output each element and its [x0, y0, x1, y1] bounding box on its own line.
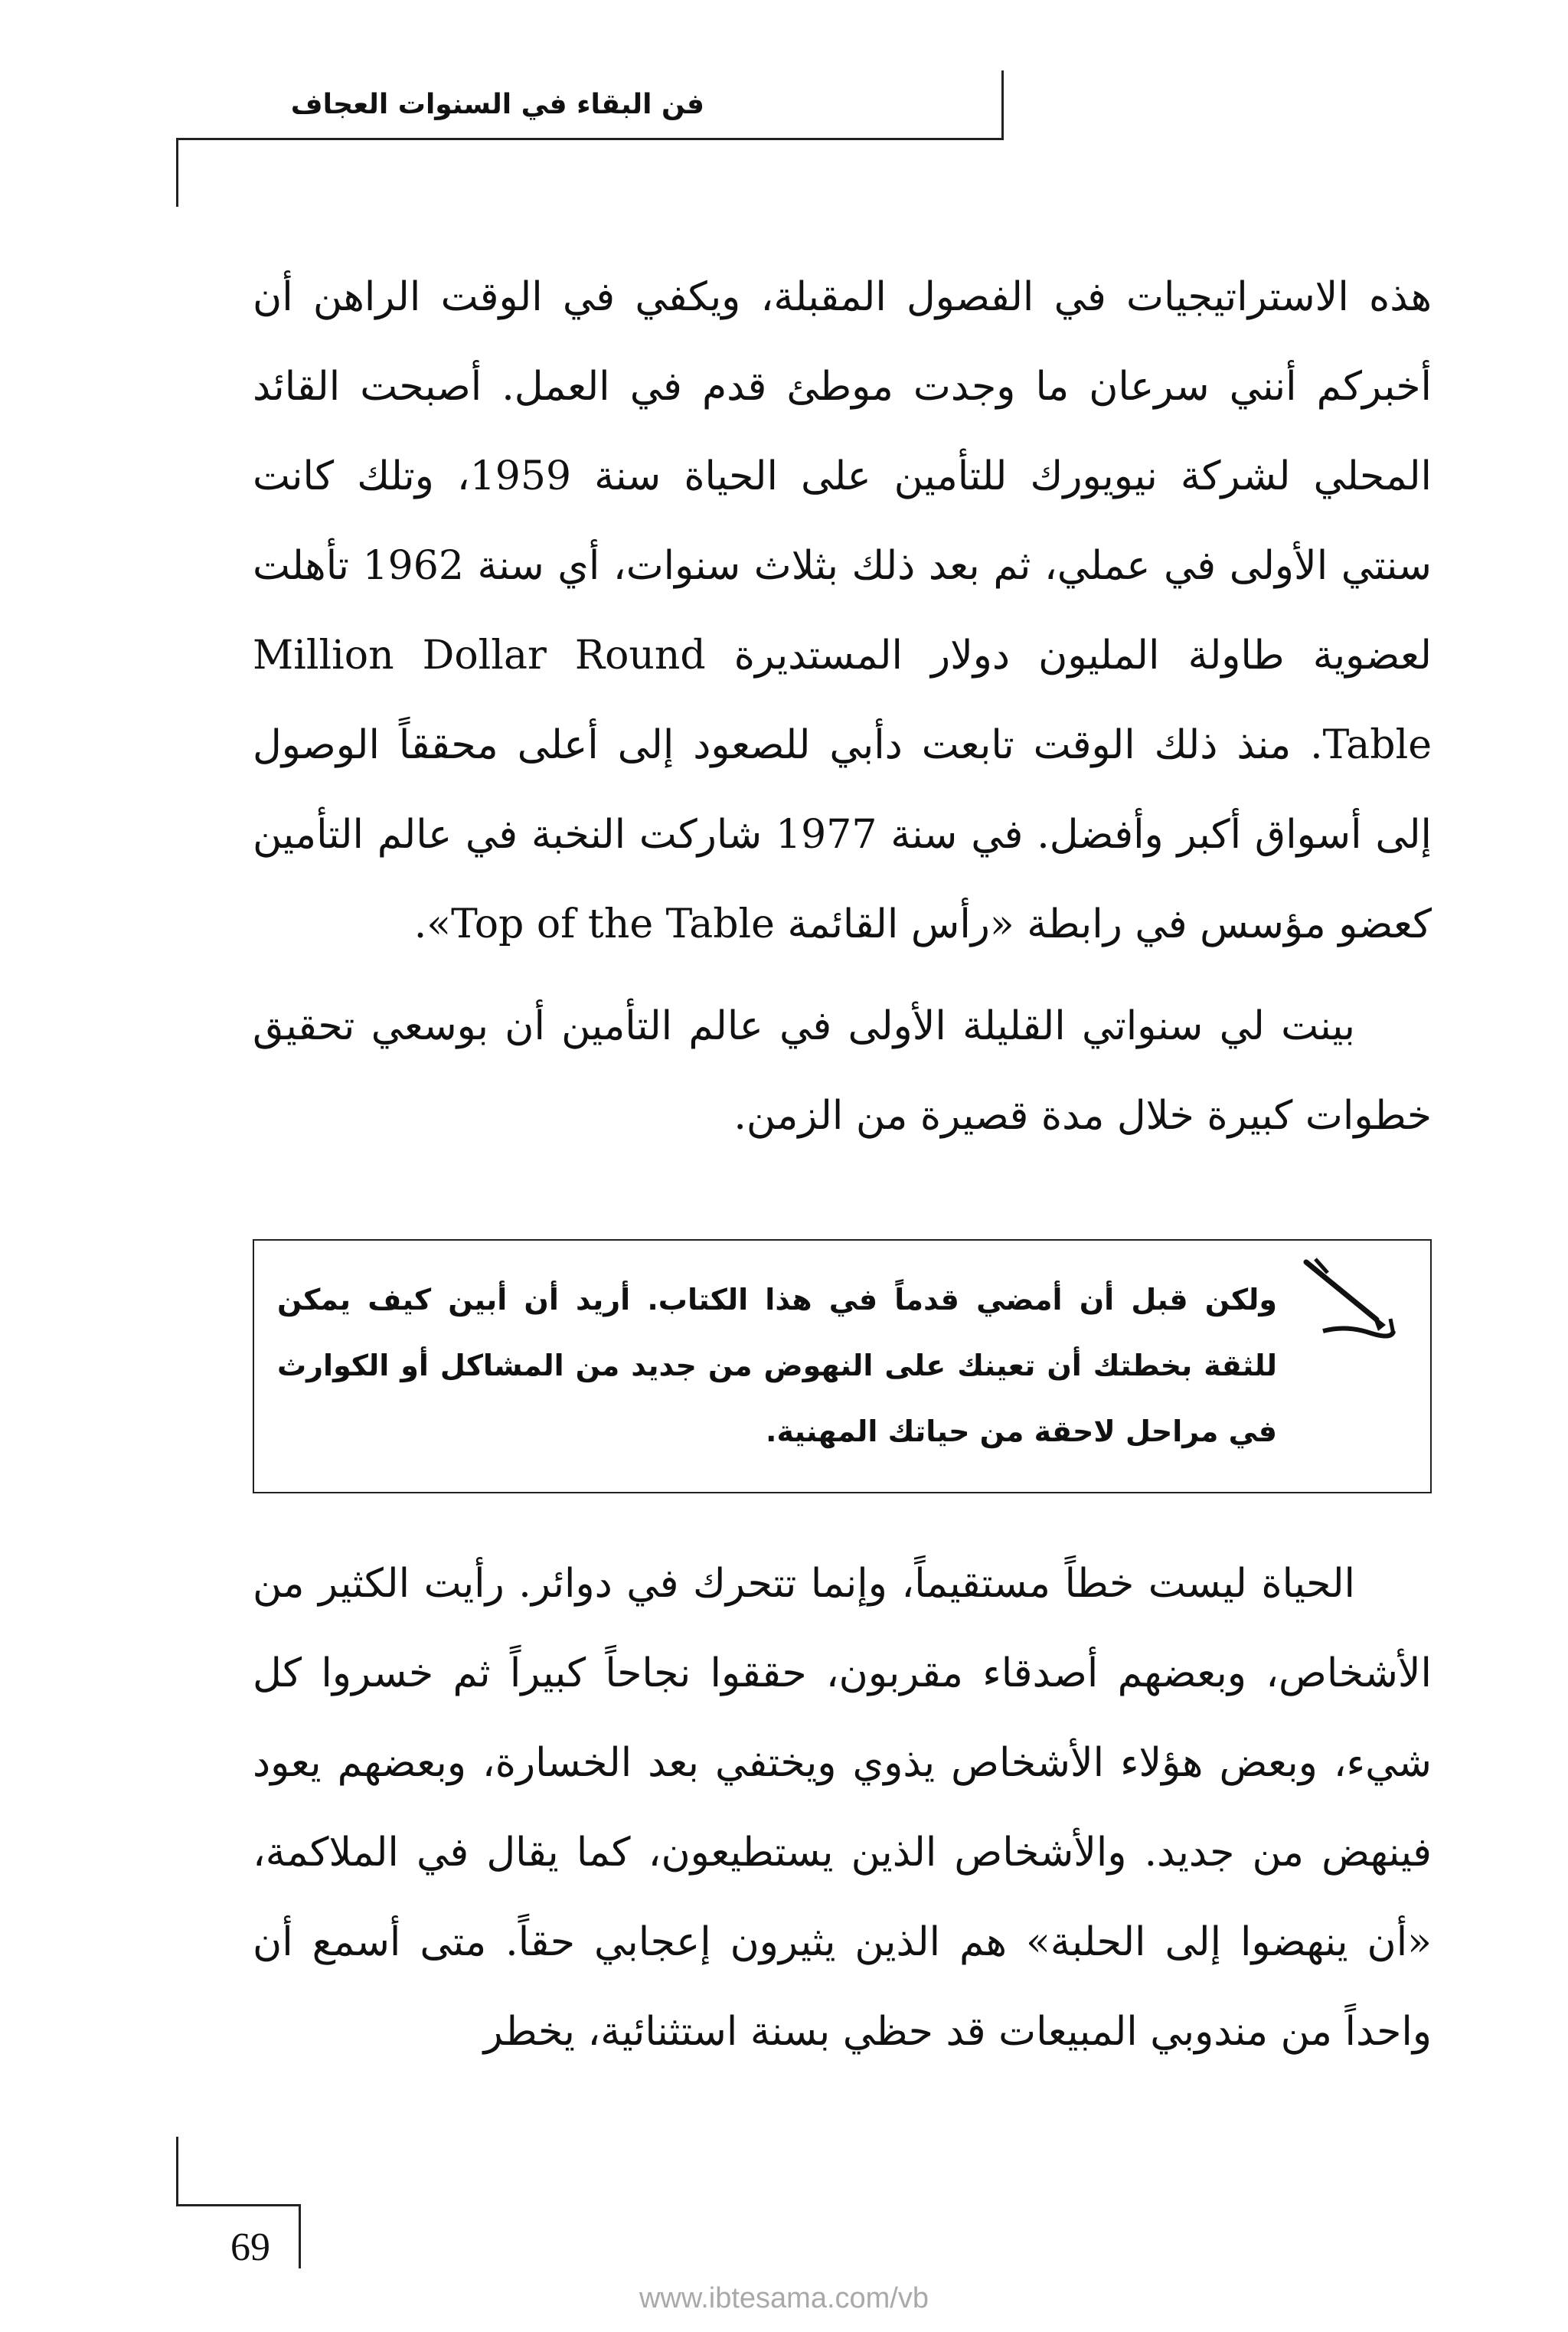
main-text-block: [253, 253, 1432, 1161]
pen-icon: [1292, 1254, 1400, 1346]
header-rule-top: [176, 138, 1003, 140]
callout-box: [253, 1239, 1432, 1493]
running-header-title: فن البقاء في السنوات العجاف: [290, 89, 704, 120]
paragraph-2: بينت لي سنواتي القليلة الأولى في عالم التأمين أن بوسعي تحقيق خطوات كبيرة خلال مدة قصيرة من الزمن.: [253, 1003, 1432, 1139]
paragraph-3: الحياة ليست خطاً مستقيماً، وإنما تتحرك في دوائر. رأيت الكثير من الأشخاص، وبعضهم أصدقاء مقربون، حققوا نجاحاً كبيراً ثم خسروا كل شيء، وبعض هؤلاء الأشخاص يذوي ويختفي بعد الخسارة، وبعضهم يعود فينهض من جديد. والأشخاص الذين يستطيعون، كما يقال في الملاكمة، «أن ينهضوا إلى الحلبة» هم الذين يثيرون إعجابي حقاً. متى أسمع أن واحداً من مندوبي المبيعات قد حظي بسنة استثنائية، يخطر: [253, 1561, 1432, 2055]
closing-text-block: [253, 1539, 1432, 2077]
header-rule-left-vertical: [176, 138, 178, 207]
page-number: 69: [230, 2226, 270, 2269]
callout-text: ولكن قبل أن أمضي قدماً في هذا الكتاب. أريد أن أبين كيف يمكن للثقة بخطتك أن تعينك على النهوض من جديد من المشاكل أو الكوارث في مراحل لاحقة من حياتك المهنية.: [277, 1283, 1277, 1448]
paragraph-1: هذه الاستراتيجيات في الفصول المقبلة، ويكفي في الوقت الراهن أن أخبركم أنني سرعان ما وجدت موطئ قدم في العمل. أصبحت القائد المحلي لشركة نيويورك للتأمين على الحياة سنة 1959، وتلك كانت سنتي الأولى في عملي، ثم بعد ذلك بثلاث سنوات، أي سنة 1962 تأهلت لعضوية طاولة المليون دولار المستديرة Million Dollar Round Table. منذ ذلك الوقت تابعت دأبي للصعود إلى أعلى محققاً الوصول إلى أسواق أكبر وأفضل. في سنة 1977 شاركت النخبة في عالم التأمين كعضو مؤسس في رابطة «رأس القائمة Top of the Table».: [253, 274, 1432, 947]
watermark-link[interactable]: www.ibtesama.com/vb: [639, 2282, 929, 2314]
footer-rule-vertical-right: [299, 2204, 301, 2268]
footer-rule-vertical-left: [176, 2137, 178, 2206]
header-rule-right-vertical: [1001, 70, 1004, 140]
footer-rule-horizontal: [176, 2204, 300, 2206]
